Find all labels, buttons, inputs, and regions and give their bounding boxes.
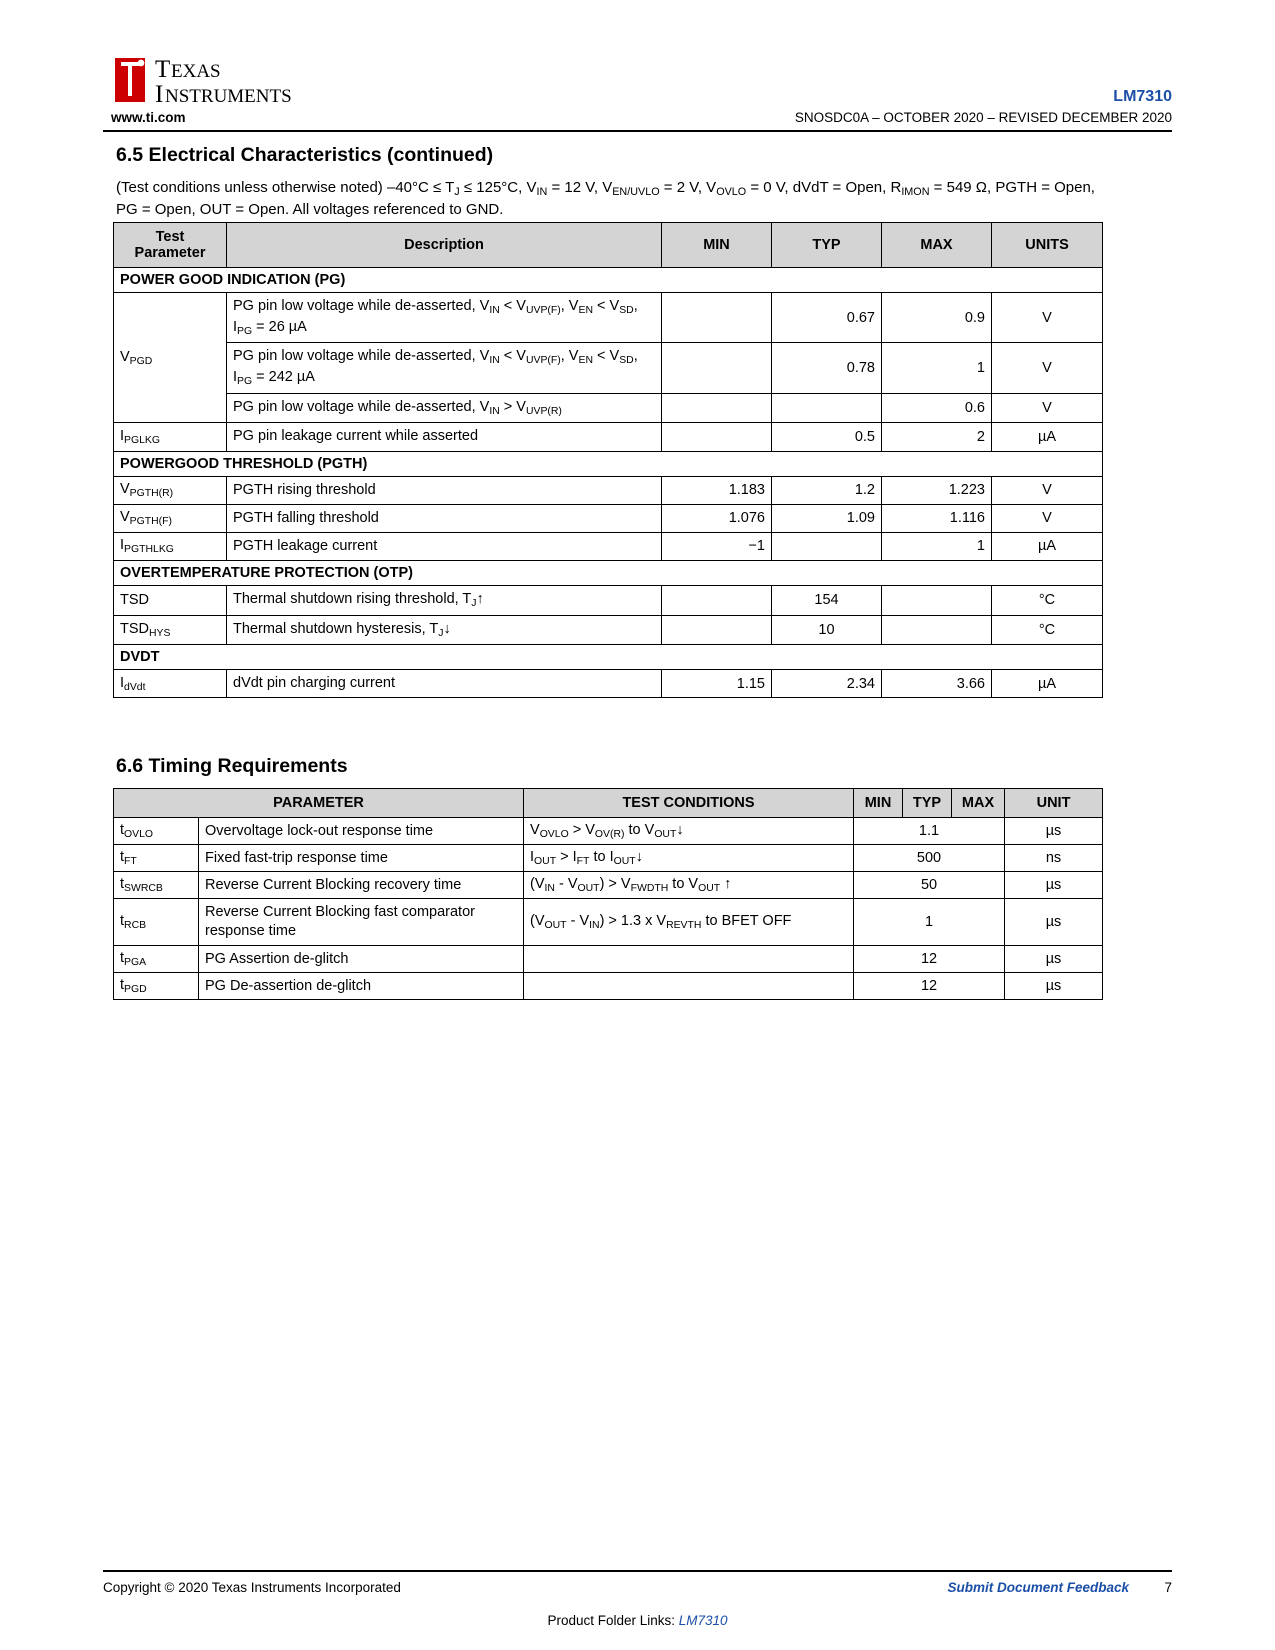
row-typ: 1.09 [772,504,882,532]
row-parameter: Fixed fast-trip response time [199,844,524,871]
table-row [114,293,1103,343]
row-test-conditions: $V_{OVLO} > V_{OV(R)}$ to $V_{OUT}↓$ [524,818,854,845]
row-description: PG pin low voltage while de-asserted, $V_{IN} > V_{UVP(R)}$ [227,393,662,423]
row-typ: 12 [854,972,1005,999]
row-unit: µs [1005,818,1103,845]
table-row [114,343,1103,393]
row-test-conditions: $(V_{IN} - V_{OUT}) > V_{FWDTH}$ to $V_{OUT}$ ↑ [524,871,854,898]
row-typ: 0.78 [772,343,882,393]
column-header-test-conditions: TEST CONDITIONS [524,789,854,818]
row-typ [772,532,882,560]
row-description: PGTH leakage current [227,532,662,560]
table-row [114,585,1103,615]
footer-divider [103,1570,1172,1572]
row-parameter: Overvoltage lock-out response time [199,818,524,845]
row-typ [772,393,882,423]
row-typ: 154 [772,585,882,615]
row-symbol: $t_{PGD}$ [114,972,199,999]
row-max: 1.223 [882,476,992,504]
table-group-row [114,645,1103,670]
column-header-max: MAX [882,223,992,268]
row-unit: µs [1005,946,1103,973]
row-max: 2 [882,423,992,451]
row-unit: µs [1005,898,1103,945]
row-test-conditions [524,972,854,999]
row-parameter: $I_{dVdt}$ [114,670,227,698]
table-row [114,393,1103,423]
row-min [662,423,772,451]
row-min [662,393,772,423]
row-description: PG pin low voltage while de-asserted, $V_{IN} < V_{UVP(F)}$, $V_{EN} < V_{SD}$, $I_{PG} = 242$ µA [227,343,662,393]
table-row [114,871,1103,898]
row-typ: 2.34 [772,670,882,698]
row-min [662,585,772,615]
table-row [114,615,1103,645]
row-unit: µs [1005,871,1103,898]
table-row [114,844,1103,871]
table-row [114,972,1103,999]
row-parameter: PG Assertion de-glitch [199,946,524,973]
row-units: µA [992,532,1103,560]
row-parameter: $V_{PGTH(F)}$ [114,504,227,532]
row-typ: 10 [772,615,882,645]
svg-text:T: T [155,56,171,83]
row-units: µA [992,423,1103,451]
row-max: 1.116 [882,504,992,532]
column-header-description: Description [227,223,662,268]
table-row [114,670,1103,698]
row-symbol: $t_{PGA}$ [114,946,199,973]
table-group-row [114,451,1103,476]
row-typ: 500 [854,844,1005,871]
row-units: °C [992,615,1103,645]
row-min [662,293,772,343]
column-header-units: UNITS [992,223,1103,268]
row-test-conditions [524,946,854,973]
row-parameter: PG De-assertion de-glitch [199,972,524,999]
row-description: Thermal shutdown hysteresis, $T_J↓$ [227,615,662,645]
row-typ: 0.67 [772,293,882,343]
row-description: Thermal shutdown rising threshold, $T_J↑$ [227,585,662,615]
column-header-typ: TYP [903,789,952,818]
row-parameter: $I_{PGTHLKG}$ [114,532,227,560]
row-max: 1 [882,532,992,560]
row-min: 1.183 [662,476,772,504]
row-max: 0.6 [882,393,992,423]
row-unit: ns [1005,844,1103,871]
row-symbol: $t_{SWRCB}$ [114,871,199,898]
row-symbol: $t_{RCB}$ [114,898,199,945]
row-typ: 0.5 [772,423,882,451]
row-test-conditions: $(V_{OUT} - V_{IN}) > 1.3$ x $V_{REVTH}$ to BFET OFF [524,898,854,945]
row-units: V [992,476,1103,504]
group-label: POWER GOOD INDICATION (PG) [114,268,1103,293]
column-header-typ: TYP [772,223,882,268]
row-max [882,615,992,645]
row-description: dVdt pin charging current [227,670,662,698]
product-folder-label: Product Folder Links: [547,1613,679,1628]
row-typ: 1.2 [772,476,882,504]
page-number: 7 [1164,1580,1172,1595]
row-parameter: $V_{PGD}$ [114,293,227,423]
row-max: 3.66 [882,670,992,698]
row-units: µA [992,670,1103,698]
row-description: PGTH falling threshold [227,504,662,532]
electrical-characteristics-table [113,222,1103,698]
row-min [662,343,772,393]
part-number: LM7310 [1113,88,1172,105]
product-folder-link[interactable]: LM7310 [678,1613,728,1628]
row-parameter: $TSD_{HYS}$ [114,615,227,645]
row-max: 0.9 [882,293,992,343]
row-unit: µs [1005,972,1103,999]
row-units: V [992,343,1103,393]
ti-website-link[interactable]: www.ti.com [111,110,186,125]
table-row [114,946,1103,973]
row-min [662,615,772,645]
row-typ: 1 [854,898,1005,945]
ti-logo [111,52,331,108]
row-units: V [992,293,1103,343]
row-symbol: $t_{FT}$ [114,844,199,871]
row-typ: 12 [854,946,1005,973]
group-label: DVDT [114,645,1103,670]
page-header [103,52,1172,130]
table-row [114,423,1103,451]
group-label: POWERGOOD THRESHOLD (PGTH) [114,451,1103,476]
table-group-row [114,560,1103,585]
product-folder-links [0,1613,1275,1628]
row-parameter: Reverse Current Blocking fast comparator response time [199,898,524,945]
section-title-6-5: 6.5 Electrical Characteristics (continued) [116,144,494,166]
table-header-row [114,223,1103,268]
section-title-6-6: 6.6 Timing Requirements [116,755,348,777]
document-id: SNOSDC0A – OCTOBER 2020 – REVISED DECEMBER 2020 [794,110,1172,125]
row-description: PGTH rising threshold [227,476,662,504]
submit-document-feedback-link[interactable]: Submit Document Feedback [947,1580,1129,1595]
row-min: 1.076 [662,504,772,532]
table-group-row [114,268,1103,293]
table-row [114,476,1103,504]
column-header-max: MAX [952,789,1005,818]
row-units: V [992,504,1103,532]
group-label: OVERTEMPERATURE PROTECTION (OTP) [114,560,1103,585]
row-symbol: $t_{OVLO}$ [114,818,199,845]
header-divider [103,130,1172,132]
table-row [114,818,1103,845]
row-typ: 50 [854,871,1005,898]
row-units: °C [992,585,1103,615]
row-description: PG pin leakage current while asserted [227,423,662,451]
table-row [114,532,1103,560]
row-min: −1 [662,532,772,560]
table-header-row [114,789,1103,818]
row-test-conditions: $I_{OUT} > I_{FT}$ to $I_{OUT}↓$ [524,844,854,871]
row-parameter: $V_{PGTH(R)}$ [114,476,227,504]
svg-text:EXAS: EXAS [171,61,221,82]
row-parameter: Reverse Current Blocking recovery time [199,871,524,898]
row-max [882,585,992,615]
column-header-parameter: PARAMETER [114,789,524,818]
column-header-parameter: Test Parameter [114,223,227,268]
row-parameter: TSD [114,585,227,615]
svg-text:I: I [155,81,164,108]
timing-requirements-table [113,788,1103,1000]
copyright-text: Copyright © 2020 Texas Instruments Incorporated [103,1580,401,1595]
column-header-min: MIN [854,789,903,818]
row-min: 1.15 [662,670,772,698]
row-parameter: $I_{PGLKG}$ [114,423,227,451]
column-header-min: MIN [662,223,772,268]
test-conditions-note: (Test conditions unless otherwise noted) $-40^\circ C \le T_J \le 125^\circ C$, $V_{IN} = 12$ V, $V_{EN/UVLO} = 2$ V, $V_{OVLO} = 0$ V, dVdT = Open, $R_{IMON} = 549$ Ω, PGTH = Open, PG = Open, OUT = Open. All voltages referenced to GND. [116,179,1095,218]
row-typ: 1.1 [854,818,1005,845]
row-description: PG pin low voltage while de-asserted, $V_{IN} < V_{UVP(F)}$, $V_{EN} < V_{SD}$, $I_{PG} = 26$ µA [227,293,662,343]
row-max: 1 [882,343,992,393]
svg-text:NSTRUMENTS: NSTRUMENTS [165,86,292,107]
row-units: V [992,393,1103,423]
table-row [114,898,1103,945]
table-row [114,504,1103,532]
column-header-unit: UNIT [1005,789,1103,818]
